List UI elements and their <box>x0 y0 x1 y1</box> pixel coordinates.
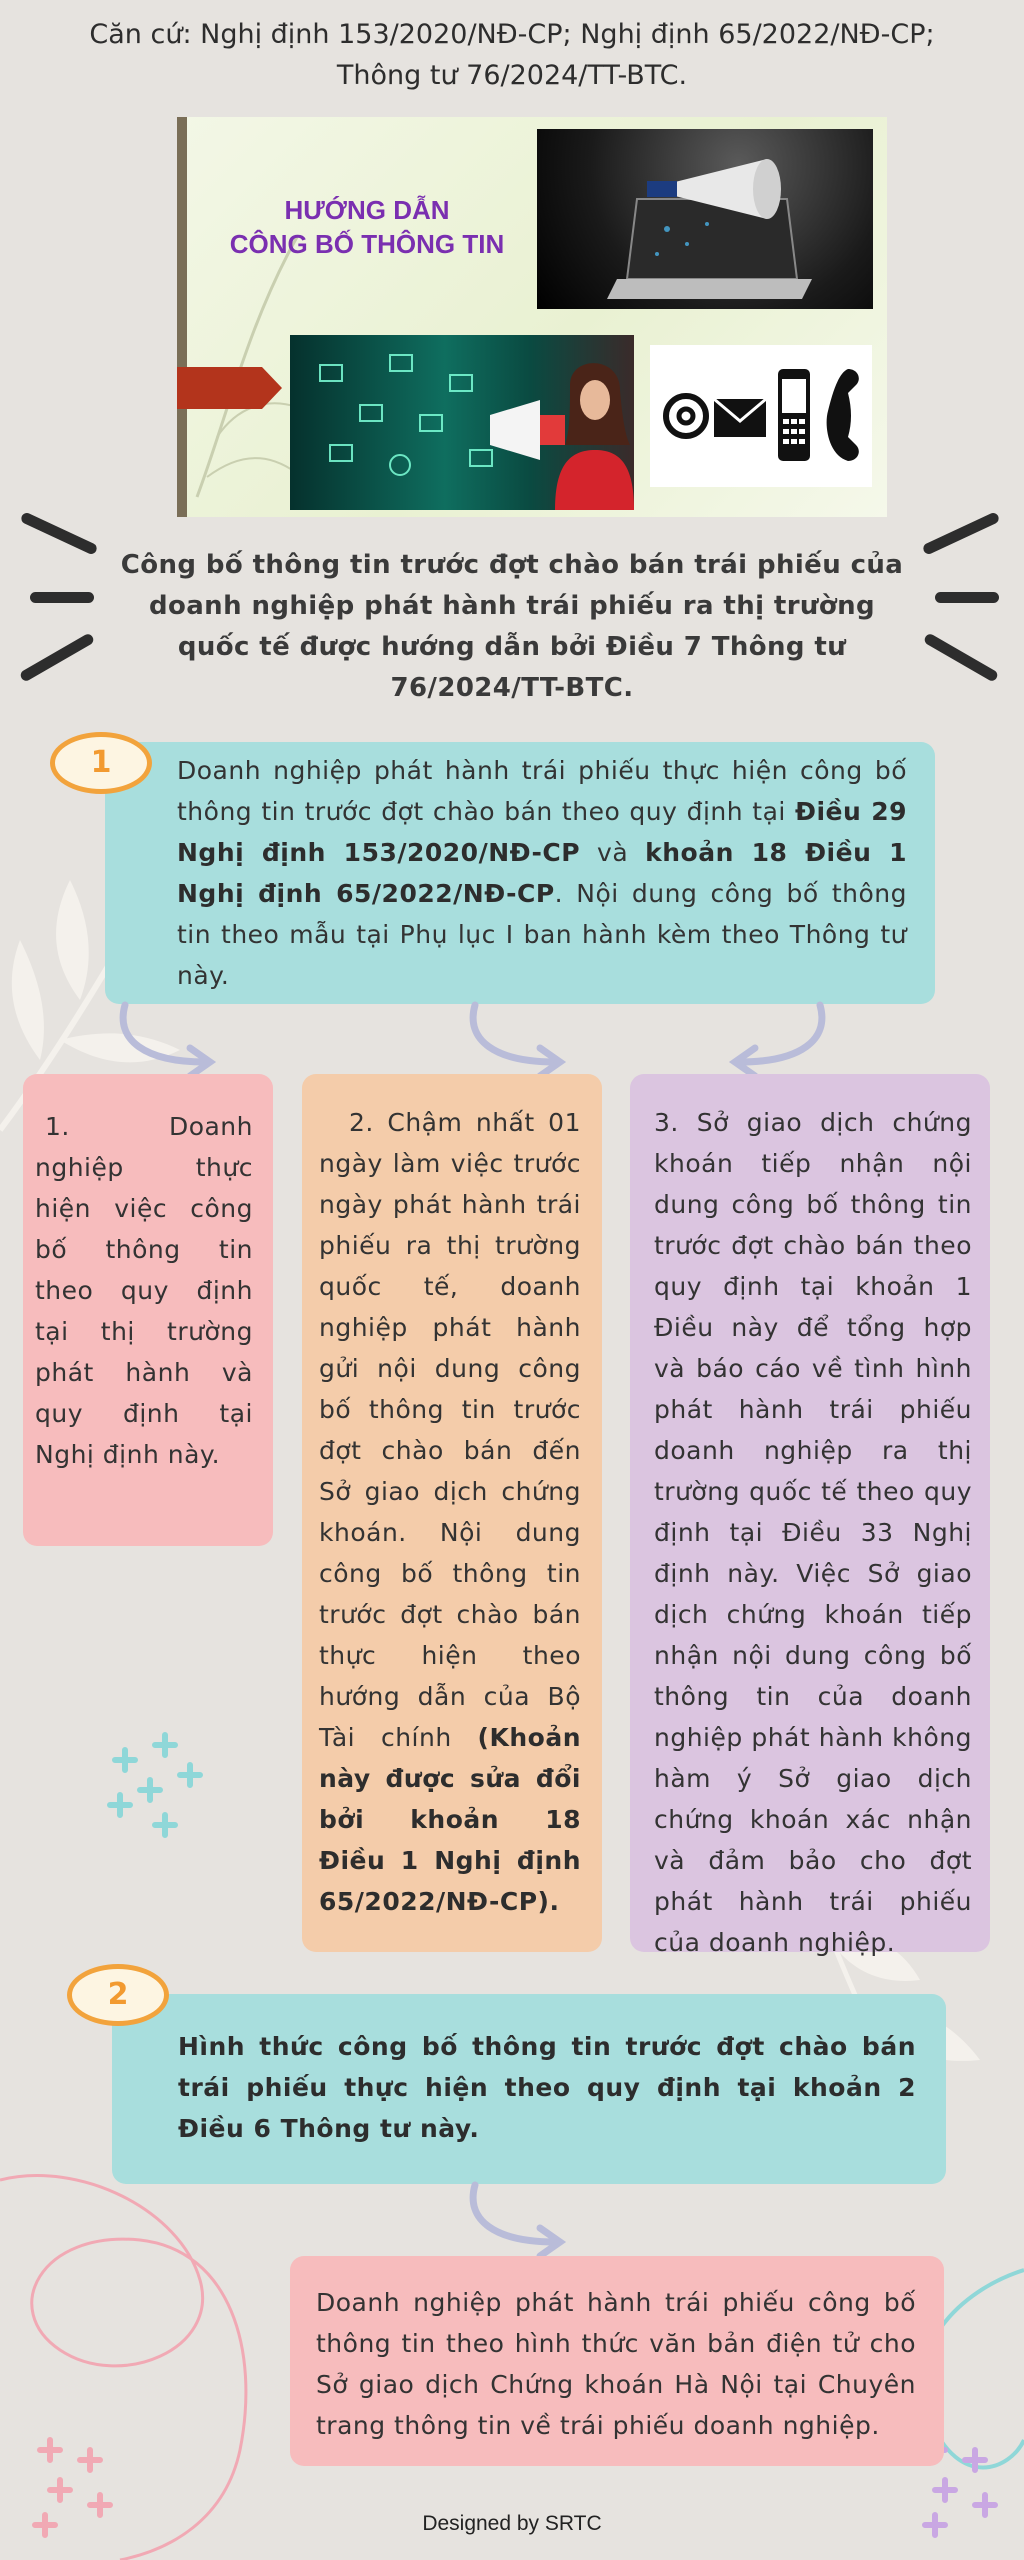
item-2-card <box>302 1074 602 1952</box>
banner-title <box>217 193 517 261</box>
plus-pattern-decoration <box>95 1730 215 1850</box>
headline-line-4: 76/2024/TT-BTC. <box>390 673 634 703</box>
arrow-down-icon <box>455 2180 575 2260</box>
intro-text-part-1: Doanh nghiệp phát hành trái phiếu thực hiện công bố thông tin trước đợt chào bán theo quy định tại <box>177 756 907 826</box>
emphasis-dash <box>30 592 94 603</box>
arrow-tag-icon <box>177 367 282 409</box>
section-2-detail-card <box>290 2256 944 2466</box>
banner-title-line-1: HƯỚNG DẪN <box>284 195 450 225</box>
banner-title-line-2: CÔNG BỐ THÔNG TIN <box>229 229 505 259</box>
headline-line-2: doanh nghiệp phát hành trái phiếu ra thị trường <box>148 591 876 621</box>
item-2-text <box>319 1102 581 1922</box>
legal-basis <box>0 14 1024 96</box>
arrow-down-icon <box>720 1000 840 1080</box>
headline-line-1: Công bố thông tin trước đợt chào bán trái phiếu của <box>120 550 904 580</box>
item-3-text: 3. Sở giao dịch chứng khoán tiếp nhận nội dung công bố thông tin trước đợt chào bán theo quy định tại khoản 1 Điều này để tổng hợp và báo cáo về tình hình phát hành trái phiếu doanh nghiệp ra thị trường quốc tế theo quy định tại Điều 33 Nghị định này. Việc Sở giao dịch chứng khoán tiếp nhận nội dung công bố thông tin của doanh nghiệp phát hành không hàm ý Sở giao dịch chứng khoán xác nhận và đảm bảo cho đợt phát hành trái phiếu của doanh nghiệp. <box>654 1108 972 1957</box>
item-1-card <box>23 1074 273 1546</box>
legal-basis-line-1: Căn cứ: Nghị định 153/2020/NĐ-CP; Nghị định 65/2022/NĐ-CP; <box>89 19 935 50</box>
section-1-intro-text <box>177 750 907 996</box>
emphasis-dash <box>923 632 1000 683</box>
section-2-detail-text: Doanh nghiệp phát hành trái phiếu công bố thông tin theo hình thức văn bản điện tử cho Sở giao dịch Chứng khoán Hà Nội tại Chuyên trang thông tin về trái phiếu doanh nghiệp. <box>316 2288 916 2440</box>
item-1-text: 1. Doanh nghiệp thực hiện việc công bố thông tin theo quy định tại thị trường phát hành và quy định tại Nghị định này. <box>35 1112 253 1469</box>
banner-side-bar <box>177 117 187 517</box>
emphasis-dash <box>935 592 999 603</box>
email-icon <box>662 380 710 452</box>
emphasis-dash <box>20 511 99 556</box>
headline-line-3: quốc tế được hướng dẫn bởi Điều 7 Thông tư <box>177 632 847 662</box>
section-2-card <box>112 1994 946 2184</box>
headline <box>110 545 914 709</box>
intro-text-part-3: . Nội dung công bố thông tin theo mẫu tại Phụ lục I ban hành kèm theo Thông tư này. <box>177 879 907 990</box>
envelope-icon <box>712 395 768 441</box>
emphasis-dash <box>19 632 96 683</box>
intro-text-part-2: và <box>580 838 646 867</box>
intro-bold-decree-153: Điều 29 Nghị định 153/2020/NĐ-CP <box>177 797 908 867</box>
megaphone-icon <box>647 149 847 229</box>
section-2-badge: 2 <box>67 1964 169 2026</box>
arrow-down-icon <box>105 1000 225 1080</box>
section-2-text: Hình thức công bố thông tin trước đợt chào bán trái phiếu thực hiện theo quy định tại khoản 2 Điều 6 Thông tư này. <box>178 2032 916 2143</box>
email-cloud-icons <box>300 345 520 500</box>
item-2-body: 2. Chậm nhất 01 ngày làm việc trước ngày phát hành trái phiếu ra thị trường quốc tế, doanh nghiệp phát hành gửi nội dung công bố thông tin trước đợt chào bán đến Sở giao dịch chứng khoán. Nội dung công bố thông tin trước đợt chào bán thực hiện theo hướng dẫn của Bộ Tài chính <box>319 1108 581 1752</box>
section-1-badge: 1 <box>50 732 152 794</box>
emphasis-dash <box>922 511 1001 556</box>
megaphone-laptop-photo <box>537 129 873 309</box>
footer-credit: Designed by SRTC <box>422 2512 602 2535</box>
handset-icon <box>818 365 864 465</box>
intro-bold-decree-65: khoản 18 Điều 1 Nghị định 65/2022/NĐ-CP <box>177 838 907 908</box>
item-3-card <box>630 1074 990 1957</box>
legal-basis-line-2: Thông tư 76/2024/TT-BTC. <box>336 60 688 91</box>
banner-image <box>177 117 887 517</box>
section-1-intro-card <box>105 742 935 1004</box>
woman-figure <box>550 355 634 510</box>
item-2-amendment-note: (Khoản này được sửa đổi bởi khoản 18 Điều 1 Nghị định 65/2022/NĐ-CP). <box>319 1723 581 1916</box>
contact-icons-box <box>650 345 872 487</box>
megaphone-woman-photo <box>290 335 634 510</box>
phone-icon <box>776 367 812 463</box>
arrow-down-icon <box>455 1000 575 1080</box>
